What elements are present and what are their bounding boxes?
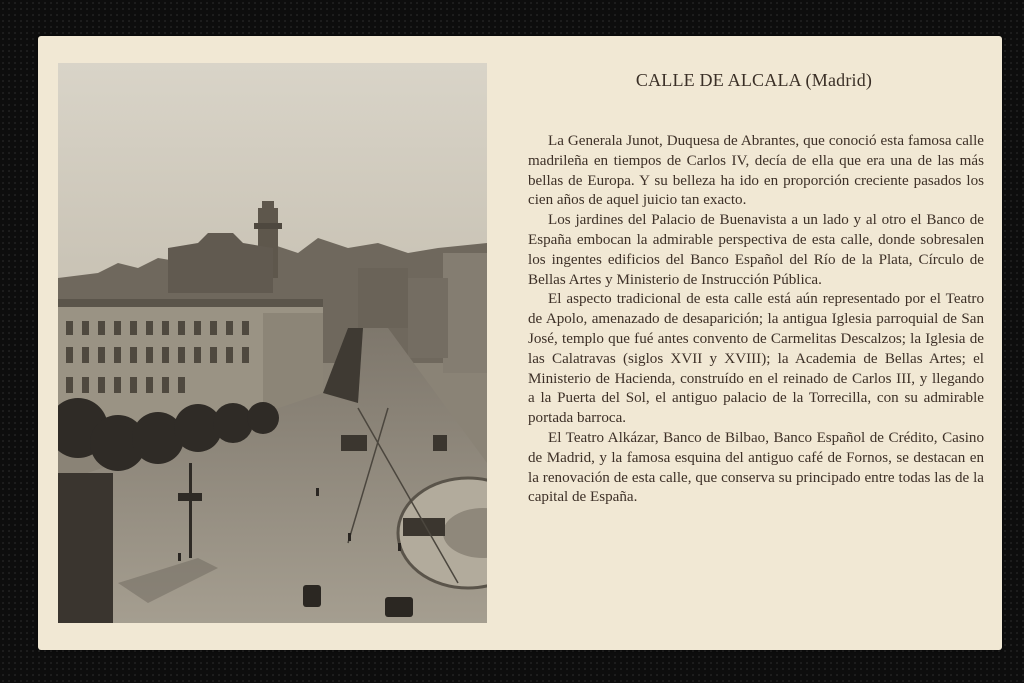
paragraph-3: El aspecto tradicional de esta calle está aún representado por el Teatro de Apolo, amenazado de desaparición; la antigua Iglesia parroquial de San José, templo que fué antes convento de Carmelitas Descalzos; la Iglesia de las Calatravas (siglos XVII y XVIII); la Academia de Bellas Artes; el Ministerio de Hacienda, construído en el reinado de Carlos III, y llegando a la Puerta del Sol, el antiguo palacio de la Torrecilla, con su admirable portada barroca. xyxy=(528,291,984,427)
car-2 xyxy=(385,597,413,617)
paragraph-1: La Generala Junot, Duquesa de Abrantes, que conoció esta famosa calle madrileña en tiempos de Carlos IV, decía de ella que era una de las más bellas de Europa. Y su belleza ha ido en proporción creciente pasados los cien años de aquel juicio tan exacto. xyxy=(528,133,984,209)
calle-de-alcala-image xyxy=(58,63,487,623)
car-1 xyxy=(303,585,321,607)
lamp-post xyxy=(189,463,192,558)
right-building xyxy=(443,253,487,373)
tram-1 xyxy=(341,435,367,451)
paragraph-2: Los jardines del Palacio de Buenavista a un lado y al otro el Banco de España embocan la admirable perspectiva de esta calle, donde sobresalen los ingentes edificios del Banco Español del Río de la Plata, Círculo de Bellas Artes y Ministerio de Instrucción Pública. xyxy=(528,212,984,288)
tram-2 xyxy=(403,518,445,536)
street-photograph xyxy=(58,63,487,623)
description-text xyxy=(528,132,984,508)
postcard xyxy=(38,36,1002,650)
paragraph-4: El Teatro Alkázar, Banco de Bilbao, Banco Español de Crédito, Casino de Madrid, y la famosa esquina del antiguo café de Fornos, se destacan en la renovación de esta calle, que conserva su principado entre todas las de la capital de España. xyxy=(528,429,984,506)
postcard-title: CALLE DE ALCALA (Madrid) xyxy=(635,70,873,90)
